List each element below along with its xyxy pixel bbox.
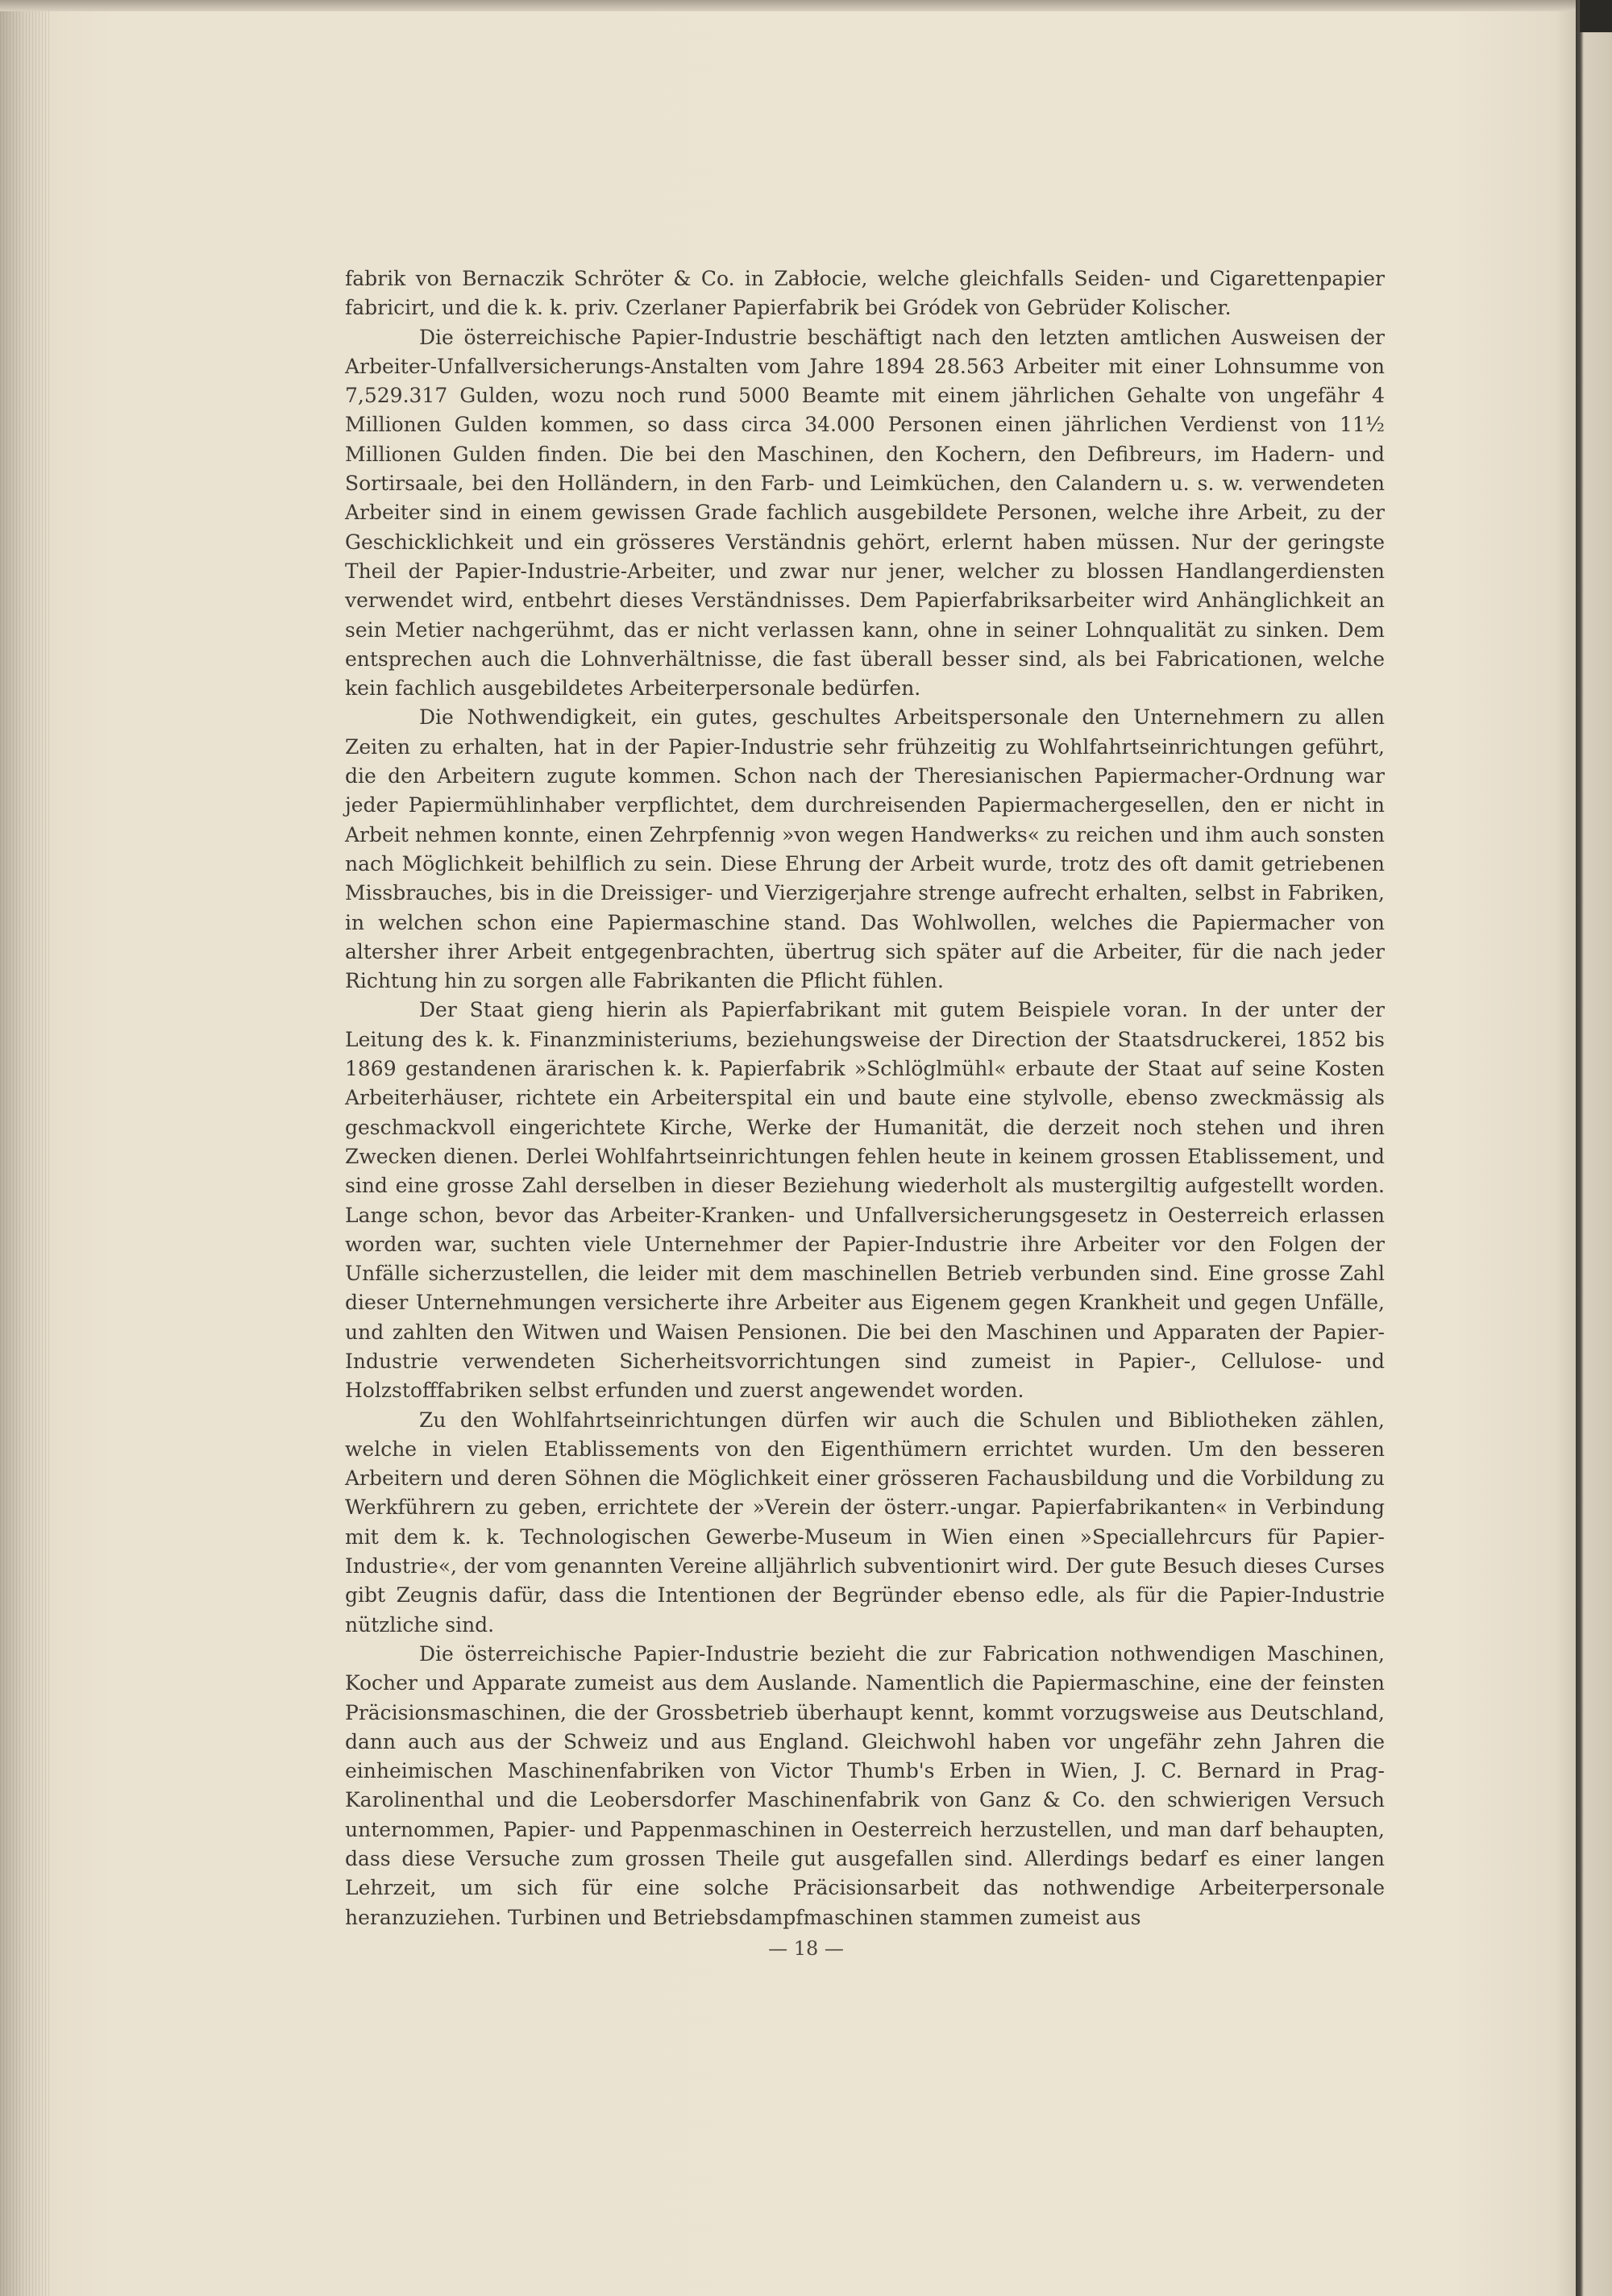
paragraph-6: Die österreichische Papier-Industrie bezieht die zur Fabrication nothwendigen Maschinen, Kocher und Apparate zumeist aus dem Auslande. Namentlich die Papiermaschine, eine der feinsten Präcisionsmaschinen, die der Grossbetrieb überhaupt kennt, kommt vorzugsweise aus Deutschland, dann auch aus der Schweiz und aus England. Gleichwohl haben vor ungefähr zehn Jahren die einheimischen Maschinenfabriken von Victor Thumb's Erben in Wien, J. C. Bernard in Prag-Karolinenthal und die Leobersdorfer Maschinenfabrik von Ganz & Co. den schwierigen Versuch unternommen, Papier- und Pappenmaschinen in Oesterreich herzustellen, und man darf behaupten, dass diese Versuche zum grossen Theile gut ausgefallen sind. Allerdings bedarf es einer langen Lehrzeit, um sich für eine solche Präcisionsarbeit das nothwendige Arbeiterpersonale heranzuziehen. Turbinen und Betriebsdampfmaschinen stammen zumeist aus — [345, 1641, 1385, 1929]
paragraph-2: Die österreichische Papier-Industrie beschäftigt nach den letzten amtlichen Ausweisen der Arbeiter-Unfallversicherungs-Anstalten vom Jahre 1894 28.563 Arbeiter mit einer Lohnsumme von 7,529.317 Gulden, wozu noch rund 5000 Beamte mit einem jährlichen Gehalte von ungefähr 4 Millionen Gulden kommen, so dass circa 34.000 Personen einen jährlichen Verdienst von 11½ Millionen Gulden finden. Die bei den Maschinen, den Kochern, den Defibreurs, im Hadern- und Sortirsaale, bei den Holländern, in den Farb- und Leimküchen, den Calandern u. s. w. verwendeten Arbeiter sind in einem gewissen Grade fachlich ausgebildete Personen, welche ihre Arbeit, zu der Geschicklichkeit und ein grösseres Verständnis gehört, erlernt haben müssen. Nur der geringste Theil der Papier-Industrie-Arbeiter, und zwar nur jener, welcher zu blossen Handlangerdiensten verwendet wird, entbehrt dieses Verständnisses. Dem Papierfabriksarbeiter wird Anhänglichkeit an sein Metier nachgerühmt, das er nicht verlassen kann, ohne in seiner Lohnqualität zu sinken. Dem entsprechen auch die Lohnverhältnisse, die fast überall besser sind, als bei Fabricationen, welche kein fachlich ausgebildetes Arbeiterpersonale bedürfen. — [345, 325, 1385, 701]
paragraph-4: Der Staat gieng hierin als Papierfabrikant mit gutem Beispiele voran. In der unter der Leitung des k. k. Finanzministeriums, beziehungsweise der Direction der Staatsdruckerei, 1852 bis 1869 gestandenen ärarischen k. k. Papierfabrik »Schlöglmühl« erbaute der Staat auf seine Kosten Arbeiterhäuser, richtete ein Arbeiterspital ein und baute eine stylvolle, ebenso zweckmässig als geschmackvoll eingerichtete Kirche, Werke der Humanität, die derzeit noch stehen und ihren Zwecken dienen. Derlei Wohlfahrtseinrichtungen fehlen heute in keinem grossen Etablissement, und sind eine grosse Zahl derselben in dieser Beziehung wiederholt als mustergiltig aufgestellt worden. Lange schon, bevor das Arbeiter-Kranken- und Unfallversicherungsgesetz in Oesterreich erlassen worden war, suchten viele Unternehmer der Papier-Industrie ihre Arbeiter vor den Folgen der Unfälle sicherzustellen, die leider mit dem maschinellen Betrieb verbunden sind. Eine grosse Zahl dieser Unternehmungen versicherte ihre Arbeiter aus Eigenem gegen Krankheit und gegen Unfälle, und zahlten den Witwen und Waisen Pensionen. Die bei den Maschinen und Apparaten der Papier-Industrie verwendeten Sicherheitsvorrichtungen sind zumeist in Papier-, Cellulose- und Holzstofffabriken selbst erfunden und zuerst angewendet worden. — [345, 998, 1385, 1403]
page-number: — 18 — — [768, 1937, 844, 1960]
body-text — [345, 264, 1385, 1932]
top-page-edge — [0, 0, 1576, 11]
paragraph-1: fabrik von Bernaczik Schröter & Co. in Zabłocie, welche gleichfalls Seiden- und Cigarettenpapier fabricirt, und die k. k. priv. Czerlaner Papierfabrik bei Gródek von Gebrüder Kolischer. — [345, 267, 1385, 320]
corner-shadow — [1580, 0, 1612, 32]
paragraph-3: Die Nothwendigkeit, ein gutes, geschultes Arbeitspersonale den Unternehmern zu allen Zeiten zu erhalten, hat in der Papier-Industrie sehr frühzeitig zu Wohlfahrtseinrichtungen geführt, die den Arbeitern zugute kommen. Schon nach der Theresianischen Papiermacher-Ordnung war jeder Papiermühlinhaber verpflichtet, dem durchreisenden Papiermachergesellen, den er nicht in Arbeit nehmen konnte, einen Zehrpfennig »von wegen Handwerks« zu reichen und ihm auch sonsten nach Möglichkeit behilflich zu sein. Diese Ehrung der Arbeit wurde, trotz des oft damit getriebenen Missbrauches, bis in die Dreissiger- und Vierzigerjahre strenge aufrecht erhalten, selbst in Fabriken, in welchen schon eine Papiermaschine stand. Das Wohlwollen, welches die Papiermacher von altersher ihrer Arbeit entgegenbrachten, übertrug sich später auf die Arbeiter, für die nach jeder Richtung hin zu sorgen alle Fabrikanten die Pflicht fühlen. — [345, 705, 1385, 993]
paragraph-5: Zu den Wohlfahrtseinrichtungen dürfen wir auch die Schulen und Bibliotheken zählen, welche in vielen Etablissements von den Eigenthümern errichtet wurden. Um den besseren Arbeitern und deren Söhnen die Möglichkeit einer grösseren Fachausbildung und die Vorbildung zu Werkführern zu geben, errichtete der »Verein der österr.-ungar. Papierfabrikanten« in Verbindung mit dem k. k. Technologischen Gewerbe-Museum in Wien einen »Speciallehrcurs für Papier-Industrie«, der vom genannten Vereine alljährlich subventionirt wird. Der gute Besuch dieses Curses gibt Zeugnis dafür, dass die Intentionen der Begründer ebenso edle, als für die Papier-Industrie nützliche sind. — [345, 1408, 1385, 1637]
